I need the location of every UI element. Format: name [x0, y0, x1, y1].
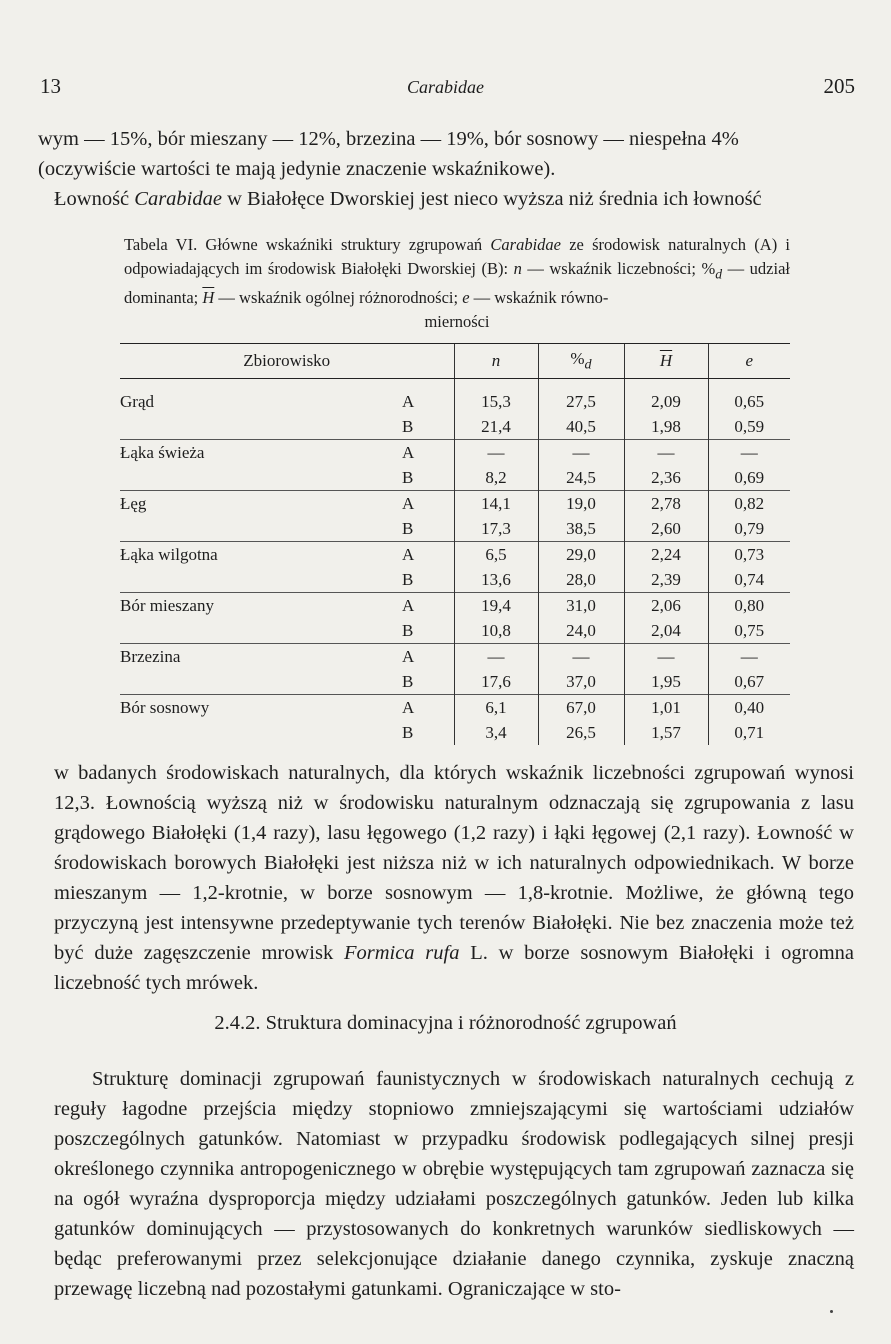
- sample-set-cell: B: [402, 671, 414, 691]
- sample-set-cell: B: [402, 620, 414, 640]
- pd-value-cell: 19,0: [538, 491, 624, 517]
- table-row: [120, 491, 790, 517]
- habitat-cell: Łąka wilgotna: [120, 542, 402, 568]
- H-value-cell: 1,98: [624, 414, 708, 440]
- H-value-cell: 2,06: [624, 593, 708, 619]
- pd-value-cell: 28,0: [538, 567, 624, 593]
- sample-set-cell: B: [402, 569, 414, 589]
- header-symbol: n: [491, 351, 501, 370]
- caption-text: — wskaźnik liczebności; %: [521, 259, 716, 278]
- sample-set-cell: B: [402, 722, 414, 742]
- paragraph-intro: [38, 124, 854, 214]
- e-value-cell: 0,74: [708, 567, 790, 593]
- habitat-cell: [120, 516, 402, 542]
- e-value-cell: 0,65: [708, 379, 790, 415]
- header-symbol: e: [745, 351, 754, 370]
- n-value-cell: 17,3: [454, 516, 538, 542]
- sample-set-cell: B: [402, 467, 414, 487]
- caption-symbol-n: n: [513, 259, 522, 278]
- pd-value-cell: 24,0: [538, 618, 624, 644]
- caption-text: — wskaźnik równo-: [469, 288, 609, 308]
- n-value-cell: —: [454, 644, 538, 670]
- sample-set-cell: A: [402, 542, 454, 568]
- paragraph-line: (oczywiście wartości te mają jedynie znaczenie wskaźnikowe).: [38, 158, 556, 180]
- sample-set-cell: B: [402, 518, 414, 538]
- n-value-cell: 15,3: [454, 379, 538, 415]
- column-header-n: [454, 344, 538, 379]
- habitat-cell: Bór sosnowy: [120, 695, 402, 721]
- species-name: Formica rufa: [343, 942, 460, 964]
- n-value-cell: 10,8: [454, 618, 538, 644]
- e-value-cell: 0,80: [708, 593, 790, 619]
- section-heading: 2.4.2. Struktura dominacyjna i różnorodność zgrupowań: [214, 1012, 677, 1034]
- text-run: L. w borze sosnowym Białołęki i ogromna liczebność tych mrówek.: [54, 942, 855, 994]
- table-row: [120, 669, 790, 695]
- pd-value-cell: 29,0: [538, 542, 624, 568]
- pd-value-cell: 24,5: [538, 465, 624, 491]
- caption-text: — wskaźnik ogólnej różnorodności;: [214, 288, 463, 308]
- habitat-cell: Grąd: [120, 391, 154, 411]
- pd-value-cell: 67,0: [538, 695, 624, 721]
- caption-symbol-e: e: [462, 288, 470, 308]
- page-speck: [830, 1310, 833, 1313]
- table-body: [120, 379, 790, 746]
- header-symbol: %: [570, 348, 585, 368]
- n-value-cell: —: [454, 440, 538, 466]
- caption-last-line: mierności: [424, 312, 490, 332]
- habitat-cell: [120, 669, 402, 695]
- H-value-cell: 2,39: [624, 567, 708, 593]
- sample-set-cell: A: [402, 695, 454, 721]
- H-value-cell: 1,95: [624, 669, 708, 695]
- n-value-cell: 6,1: [454, 695, 538, 721]
- column-header-dominance: [538, 344, 624, 379]
- table-row: [120, 720, 790, 745]
- e-value-cell: 0,67: [708, 669, 790, 695]
- caption-text: — udział dominanta;: [124, 259, 790, 308]
- e-value-cell: 0,79: [708, 516, 790, 542]
- table-row: [120, 542, 790, 568]
- H-value-cell: 1,01: [624, 695, 708, 721]
- H-value-cell: 2,78: [624, 491, 708, 517]
- column-header-diversity: [624, 344, 708, 379]
- table-row: [120, 644, 790, 670]
- sample-set-cell: A: [402, 644, 454, 670]
- caption-text: Tabela VI. Główne wskaźniki struktury zgrupowań: [124, 235, 491, 254]
- habitat-cell: Bór mieszany: [120, 593, 402, 619]
- table-row: [120, 695, 790, 721]
- habitat-cell: Łąka świeża: [120, 440, 402, 466]
- n-value-cell: 14,1: [454, 491, 538, 517]
- sample-set-cell: A: [402, 593, 454, 619]
- e-value-cell: 0,59: [708, 414, 790, 440]
- sample-set-cell: B: [402, 416, 414, 436]
- e-value-cell: 0,73: [708, 542, 790, 568]
- caption-symbol-d: d: [715, 266, 723, 282]
- habitat-cell: Brzezina: [120, 644, 402, 670]
- caption-taxon: Carabidae: [490, 235, 561, 254]
- table-caption: [124, 233, 790, 334]
- column-header-evenness: [708, 344, 790, 379]
- taxon-name: Carabidae: [134, 188, 222, 210]
- indices-table: [120, 343, 790, 745]
- caption-text: ze środowisk naturalnych (A) i odpowiadających im środowisk Białołęki Dworskiej (B):: [124, 235, 790, 278]
- habitat-cell: [120, 618, 402, 644]
- H-value-cell: 2,36: [624, 465, 708, 491]
- table-row: [120, 567, 790, 593]
- n-value-cell: 13,6: [454, 567, 538, 593]
- pd-value-cell: —: [538, 440, 624, 466]
- table-header-row: [120, 344, 790, 379]
- H-value-cell: 2,04: [624, 618, 708, 644]
- table-row: [120, 465, 790, 491]
- pd-value-cell: 38,5: [538, 516, 624, 542]
- e-value-cell: 0,82: [708, 491, 790, 517]
- pd-value-cell: 27,5: [538, 379, 624, 415]
- n-value-cell: 8,2: [454, 465, 538, 491]
- n-value-cell: 19,4: [454, 593, 538, 619]
- n-value-cell: 6,5: [454, 542, 538, 568]
- header-subscript: d: [584, 356, 592, 373]
- paragraph-results: [54, 758, 854, 998]
- H-value-cell: 1,57: [624, 720, 708, 745]
- habitat-cell: [120, 414, 402, 440]
- e-value-cell: —: [708, 644, 790, 670]
- sample-set-cell: A: [402, 440, 454, 466]
- paragraph-dominance: Strukturę dominacji zgrupowań faunistycznych w środowiskach naturalnych cechują z reguły łagodne przejścia między stopniowo zmniejszającymi się wartościami udziałów poszczególnych gatunków. Natomiast w przypadku środowisk podlegających silnej presji określonego czynnika antropogenicznego w obrębie występujących tam zgrupowań zaznacza się na ogół wyraźna dysproporcja między udziałami poszczególnych gatunków. Jeden lub kilka gatunków dominujących — przystosowanych do konkretnych warunków siedliskowych — będąc preferowanymi przez selekcjonujące działanie danego czynnika, zyskuje znaczną przewagę liczebną nad pozostałymi gatunkami. Ograniczające w sto-: [54, 1068, 854, 1300]
- table-row: [120, 516, 790, 542]
- H-value-cell: —: [624, 644, 708, 670]
- H-value-cell: 2,09: [624, 379, 708, 415]
- paragraph-line: [38, 184, 854, 214]
- e-value-cell: 0,69: [708, 465, 790, 491]
- column-header-habitat: Zbiorowisko: [120, 344, 454, 379]
- habitat-cell: [120, 465, 402, 491]
- pd-value-cell: 26,5: [538, 720, 624, 745]
- pd-value-cell: 31,0: [538, 593, 624, 619]
- habitat-cell: Łęg: [120, 491, 402, 517]
- sample-set-cell: A: [402, 391, 415, 411]
- text-run: w badanych środowiskach naturalnych, dla których wskaźnik liczebności zgrupowań wynosi 12,3. Łownością wyższą niż w środowisku naturalnym odznaczają się zgrupowania z lasu grądowego Białołęki (1,4 razy), lasu łęgowego (1,2 razy) i łąki łęgowej (2,1 razy). Łowność w środowiskach borowych Białołęki jest niższa niż w ich naturalnych odpowiednikach. W borze mieszanym — 1,2-krotnie, w borze sosnowym — 1,8-krotnie. Możliwe, że główną tego przyczyną jest intensywne przedeptywanie tych terenów Białołęki. Nie bez znaczenia może też być duże zagęszczenie mrowisk: [54, 762, 854, 964]
- n-value-cell: 21,4: [454, 414, 538, 440]
- pd-value-cell: —: [538, 644, 624, 670]
- e-value-cell: 0,75: [708, 618, 790, 644]
- table-row: [120, 618, 790, 644]
- text-run: Łowność: [54, 188, 135, 210]
- H-value-cell: 2,24: [624, 542, 708, 568]
- pd-value-cell: 37,0: [538, 669, 624, 695]
- habitat-cell: [120, 720, 402, 745]
- habitat-cell: [120, 567, 402, 593]
- e-value-cell: —: [708, 440, 790, 466]
- paragraph-line: wym — 15%, bór mieszany — 12%, brzezina — 19%, bór sosnowy — niespełna 4%: [38, 128, 739, 150]
- text-run: w Białołęce Dworskiej jest nieco wyższa niż średnia ich łowność: [221, 188, 762, 210]
- H-value-cell: —: [624, 440, 708, 466]
- header-symbol: $\overline{H}$: [659, 351, 673, 370]
- running-title: Carabidae: [406, 77, 484, 97]
- page-number-left: 13: [40, 74, 61, 98]
- table-row: [120, 414, 790, 440]
- caption-symbol-h: $\overline{H}$: [202, 288, 215, 308]
- table-row: [120, 379, 790, 415]
- page-number-right: 205: [823, 74, 855, 98]
- e-value-cell: 0,40: [708, 695, 790, 721]
- table-row: [120, 593, 790, 619]
- e-value-cell: 0,71: [708, 720, 790, 745]
- pd-value-cell: 40,5: [538, 414, 624, 440]
- H-value-cell: 2,60: [624, 516, 708, 542]
- n-value-cell: 3,4: [454, 720, 538, 745]
- n-value-cell: 17,6: [454, 669, 538, 695]
- table-row: [120, 440, 790, 466]
- sample-set-cell: A: [402, 491, 454, 517]
- page-header: [0, 74, 891, 104]
